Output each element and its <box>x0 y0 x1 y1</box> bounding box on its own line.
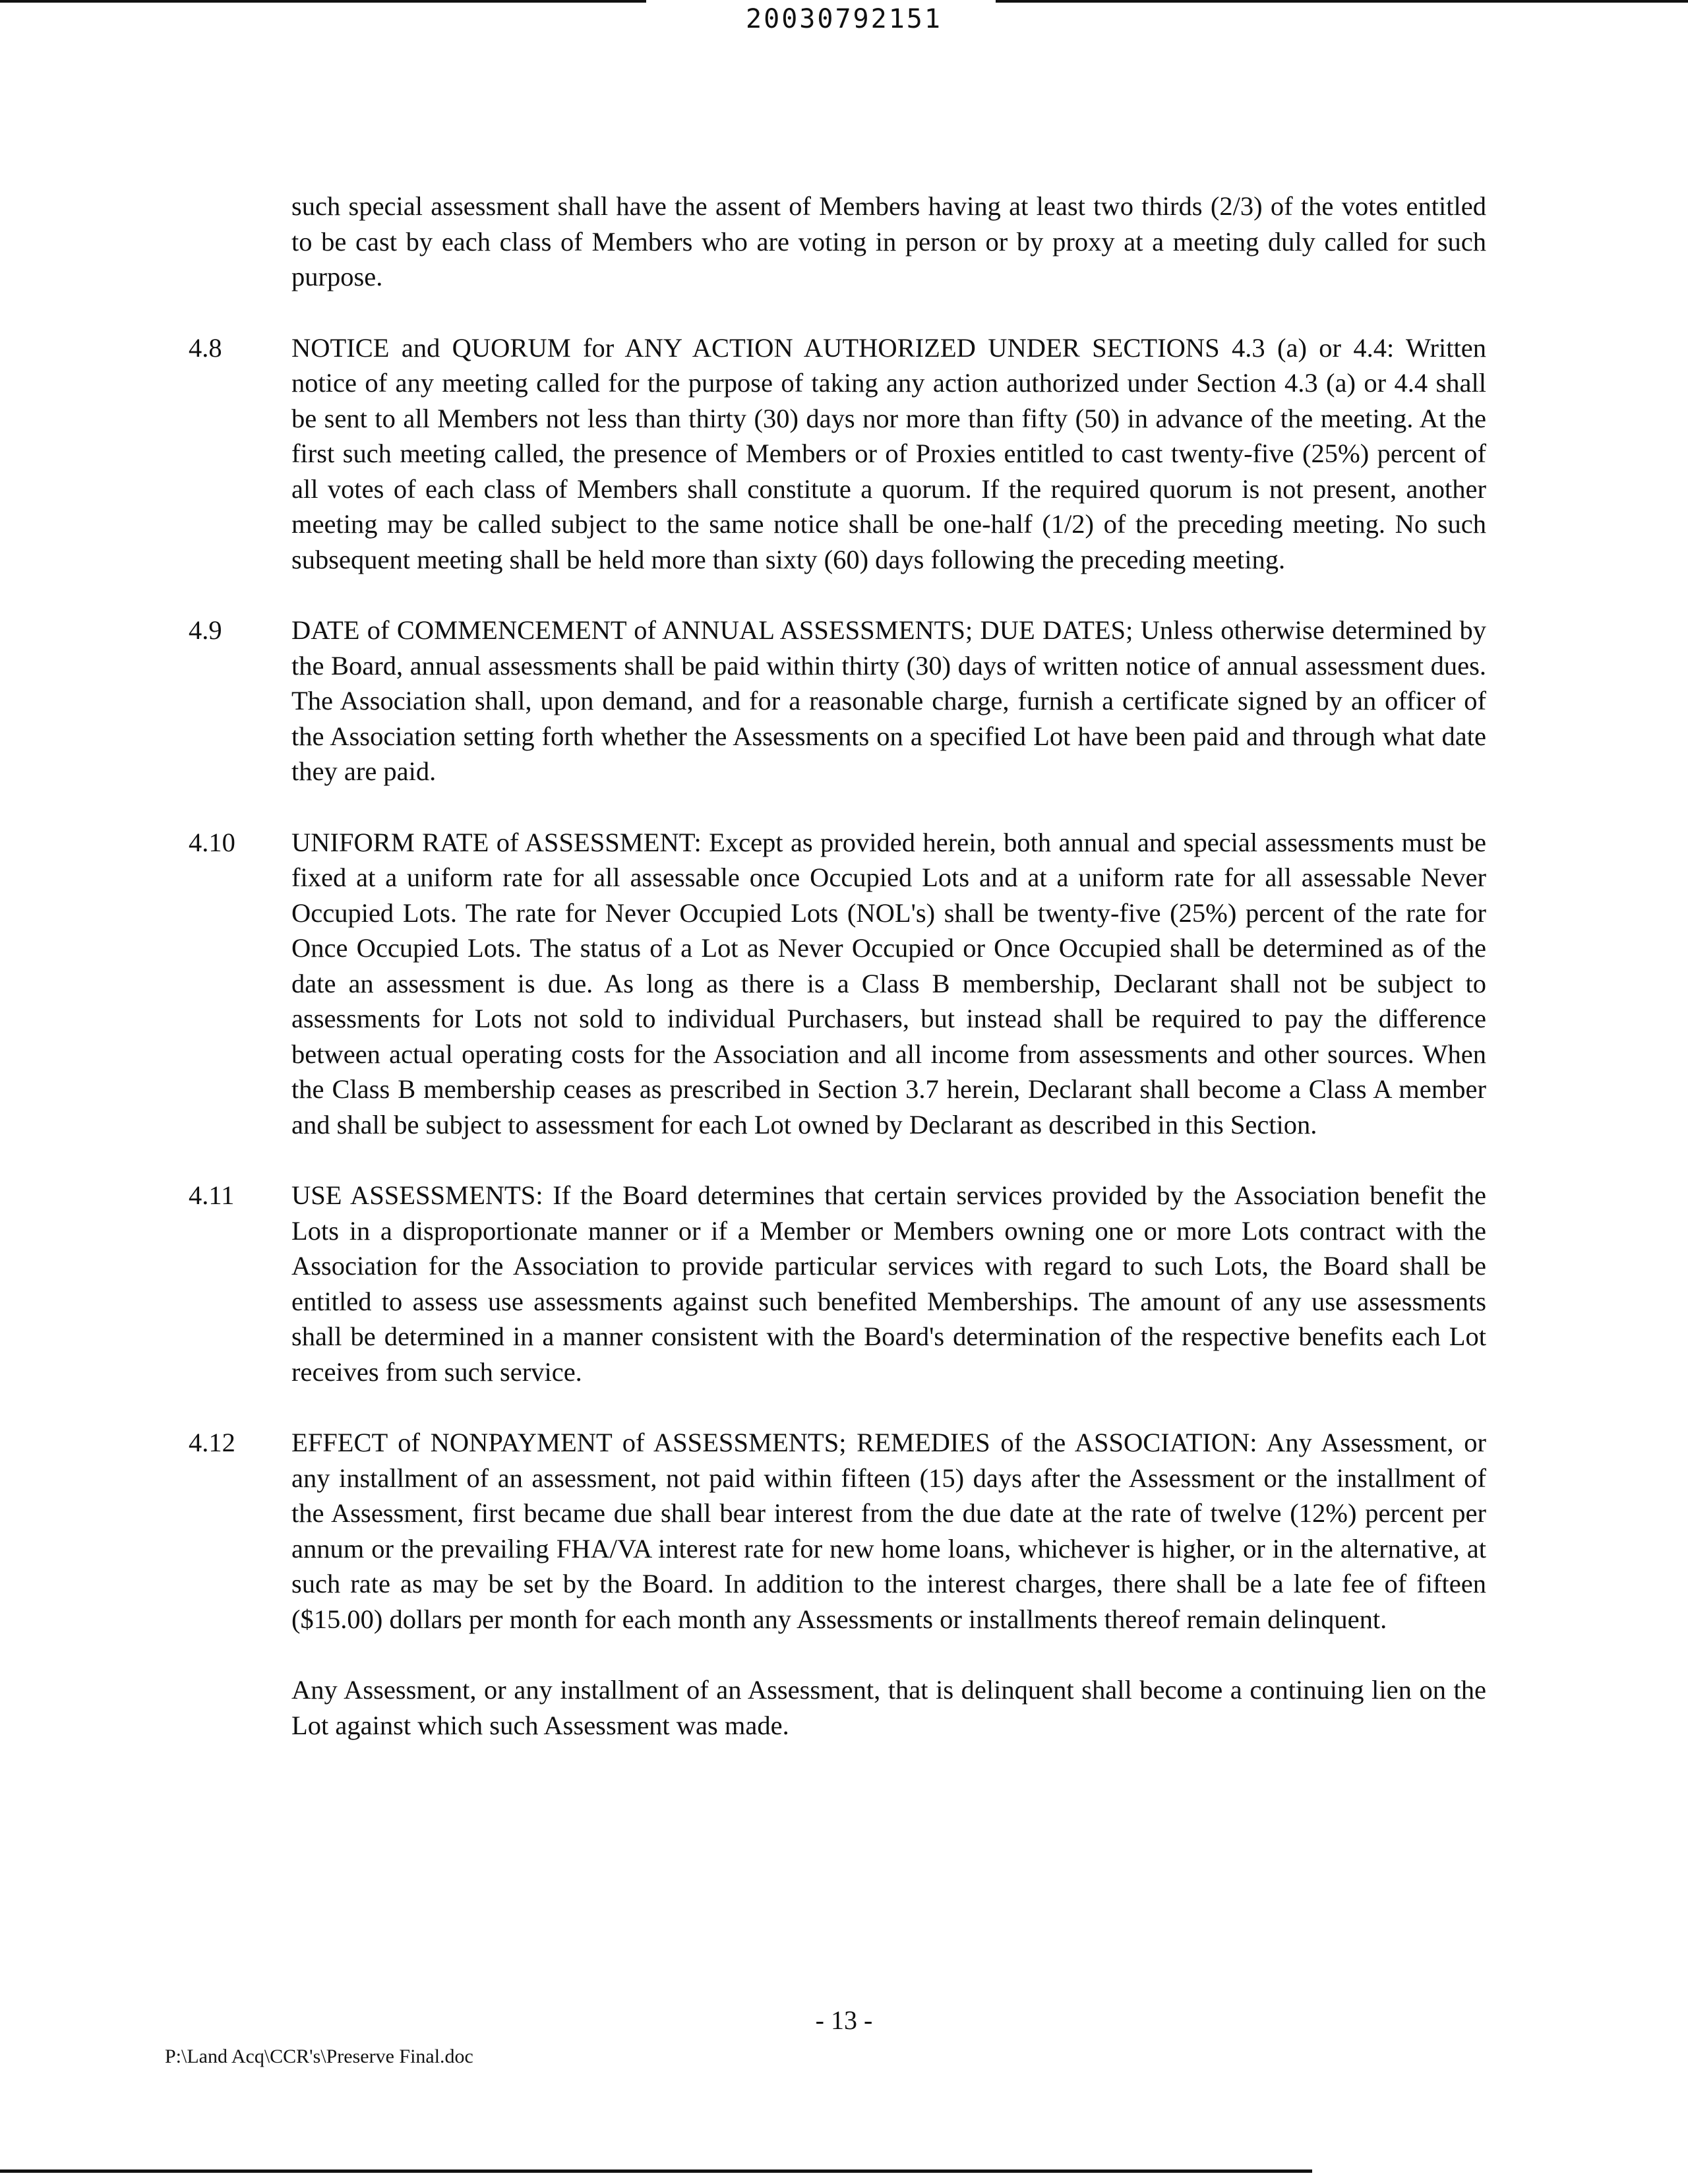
continuation-paragraph: Any Assessment, or any installment of an Assessment, that is delinquent shall become a continuing lien on the Lot against which such Assessment was made. <box>291 1675 1486 1740</box>
top-rule-right <box>996 0 1688 3</box>
section-4-12 <box>189 1425 1486 1637</box>
section-text: DATE of COMMENCEMENT of ANNUAL ASSESSMENTS; DUE DATES; Unless otherwise determined by the Board, annual assessments shall be paid within thirty (30) days of written notice of annual assessment dues. The Association shall, upon demand, and for a reasonable charge, furnish a certificate signed by an officer of the Association setting forth whether the Assessments on a specified Lot have been paid and through what date they are paid. <box>291 615 1486 786</box>
section-4-10 <box>189 825 1486 1143</box>
section-4-11 <box>189 1178 1486 1389</box>
section-number: 4.12 <box>189 1428 235 1457</box>
section-number: 4.11 <box>189 1180 235 1210</box>
top-rule-left <box>0 0 646 3</box>
footer-file-path: P:\Land Acq\CCR's\Preserve Final.doc <box>165 2046 473 2067</box>
section-text: NOTICE and QUORUM for ANY ACTION AUTHORIZED UNDER SECTIONS 4.3 (a) or 4.4: Written notice of any meeting called for the purpose of taking any action authorized under Section 4.3 (a) or 4.4 shall be sent to all Members not less than thirty (30) days nor more than fifty (50) in advance of the meeting. At the first such meeting called, the presence of Members or of Proxies entitled to cast twenty-five (25%) percent of all votes of each class of Members shall constitute a quorum. If the required quorum is not present, another meeting may be called subject to the same notice shall be one-half (1/2) of the preceding meeting. No such subsequent meeting shall be held more than sixty (60) days following the preceding meeting. <box>291 332 1486 574</box>
intro-paragraph: such special assessment shall have the assent of Members having at least two thirds (2/3) of the votes entitled to be cast by each class of Members who are voting in person or by proxy at a meeting duly called for such purpose. <box>291 191 1486 291</box>
section-text: UNIFORM RATE of ASSESSMENT: Except as provided herein, both annual and special assessments must be fixed at a uniform rate for all assessable once Occupied Lots and at a uniform rate for all assessable Never Occupied Lots. The rate for Never Occupied Lots (NOL's) shall be twenty-five (25%) percent of the rate for Once Occupied Lots. The status of a Lot as Never Occupied or Once Occupied shall be determined as of the date an assessment is due. As long as there is a Class B membership, Declarant shall not be subject to assessments for Lots not sold to individual Purchasers, but instead shall be required to pay the difference between actual operating costs for the Association and all income from assessments and other sources. When the Class B membership ceases as prescribed in Section 3.7 herein, Declarant shall become a Class A member and shall be subject to assessment for each Lot owned by Declarant as described in this Section. <box>291 827 1486 1139</box>
bottom-rule <box>0 2169 1312 2173</box>
document-number: 20030792151 <box>746 4 942 34</box>
document-body <box>189 189 1486 1770</box>
page-number: - 13 - <box>815 2005 873 2035</box>
section-text: USE ASSESSMENTS: If the Board determines that certain services provided by the Association benefit the Lots in a disproportionate manner or if a Member or Members owning one or more Lots contract with the Association for the Association to provide particular services with regard to such Lots, the Board shall be entitled to assess use assessments against such benefited Memberships. The amount of any use assessments shall be determined in a manner consistent with the Board's determination of the respective benefits each Lot receives from such service. <box>291 1180 1486 1387</box>
section-4-8 <box>189 330 1486 578</box>
section-4-9 <box>189 613 1486 789</box>
section-number: 4.8 <box>189 332 222 363</box>
section-number: 4.9 <box>189 615 222 645</box>
section-number: 4.10 <box>189 827 235 857</box>
section-text: EFFECT of NONPAYMENT of ASSESSMENTS; REMEDIES of the ASSOCIATION: Any Assessment, or any installment of an assessment, not paid within fifteen (15) days after the Assessment or the installment of the Assessment, first became due shall bear interest from the due date at the rate of twelve (12%) percent per annum or the prevailing FHA/VA interest rate for new home loans, whichever is higher, or in the alternative, at such rate as may be set by the Board. In addition to the interest charges, there shall be a late fee of fifteen ($15.00) dollars per month for each month any Assessments or installments thereof remain delinquent. <box>291 1428 1486 1634</box>
